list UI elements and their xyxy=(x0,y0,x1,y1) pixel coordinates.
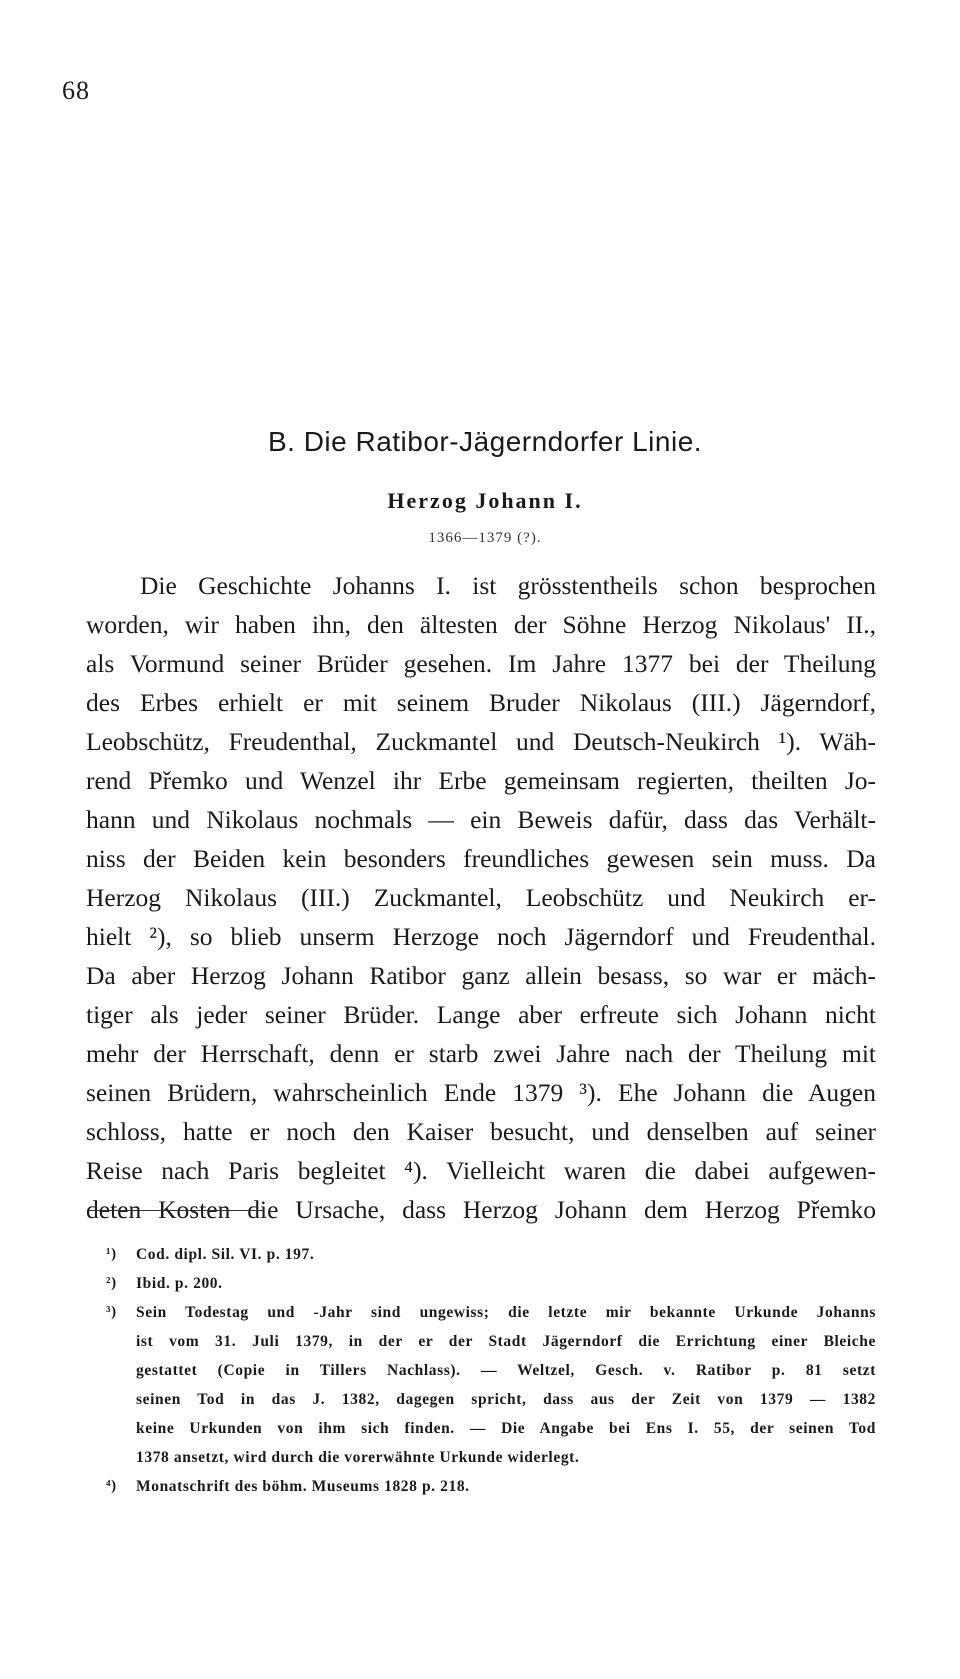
body-line: worden, wir haben ihn, den ältesten der Söhne Herzog Nikolaus' II., xyxy=(86,610,876,639)
footnote-line: Cod. dipl. Sil. VI. p. 197. xyxy=(136,1246,315,1263)
body-line: schloss, hatte er noch den Kaiser besucht, und denselben auf seiner xyxy=(86,1117,876,1146)
body-line: Leobschütz, Freudenthal, Zuckmantel und Deutsch-Neukirch ¹). Wäh- xyxy=(86,727,876,756)
footnote-3 xyxy=(106,1298,876,1472)
body-line: seinen Brüdern, wahrscheinlich Ende 1379 ³). Ehe Johann die Augen xyxy=(86,1078,876,1107)
body-line: tiger als jeder seiner Brüder. Lange aber erfreute sich Johann nicht xyxy=(86,1000,876,1029)
body-line: Herzog Nikolaus (III.) Zuckmantel, Leobschütz und Neukirch er- xyxy=(86,883,876,912)
footnote-line: ist vom 31. Juli 1379, in der er der Stadt Jägerndorf die Errichtung einer Bleiche xyxy=(136,1333,876,1350)
footnote-1 xyxy=(106,1240,876,1269)
footnote-text xyxy=(106,1298,876,1472)
footnote-marker: ³) xyxy=(106,1304,117,1320)
footnote-text xyxy=(106,1472,876,1501)
footnote-line: Sein Todestag und -Jahr sind ungewiss; die letzte mir bekannte Urkunde Johanns xyxy=(136,1304,876,1321)
footnote-4 xyxy=(106,1472,876,1501)
footnote-text xyxy=(106,1240,876,1269)
body-line: des Erbes erhielt er mit seinem Bruder Nikolaus (III.) Jägerndorf, xyxy=(86,688,876,717)
ruler-name-heading: Herzog Johann I. xyxy=(387,488,583,513)
body-line: niss der Beiden kein besonders freundliches gewesen sein muss. Da xyxy=(86,844,876,873)
footnote-line: Ibid. p. 200. xyxy=(136,1275,223,1292)
body-line: Reise nach Paris begleitet ⁴). Vielleicht waren die dabei aufgewen- xyxy=(86,1156,876,1185)
footnote-line: Monatschrift des böhm. Museums 1828 p. 218. xyxy=(136,1478,470,1495)
section-heading: B. Die Ratibor-Jägerndorfer Linie. xyxy=(267,426,703,457)
body-line: hielt ²), so blieb unserm Herzoge noch Jägerndorf und Freudenthal. xyxy=(86,922,876,951)
body-line: Die Geschichte Johanns I. ist grösstentheils schon besprochen xyxy=(140,571,876,600)
footnote-line: seinen Tod in das J. 1382, dagegen spricht, dass aus der Zeit von 1379 — 1382 xyxy=(136,1391,876,1408)
body-paragraph xyxy=(86,566,876,1229)
footnote-line: 1378 ansetzt, wird durch die vorerwähnte Urkunde widerlegt. xyxy=(136,1449,580,1466)
body-line: mehr der Herrschaft, denn er starb zwei Jahre nach der Theilung mit xyxy=(86,1039,876,1068)
body-line: als Vormund seiner Brüder gesehen. Im Jahre 1377 bei der Theilung xyxy=(86,649,876,678)
footnote-line: keine Urkunden von ihm sich finden. — Die Angabe bei Ens I. 55, der seinen Tod xyxy=(136,1420,876,1437)
body-line: deten Kosten die Ursache, dass Herzog Johann dem Herzog Přemko xyxy=(86,1195,876,1224)
footnote-marker: ¹) xyxy=(106,1246,117,1262)
body-line: Da aber Herzog Johann Ratibor ganz allein besass, so war er mäch- xyxy=(86,961,876,990)
footnotes xyxy=(106,1240,876,1501)
body-line: hann und Nikolaus nochmals — ein Beweis dafür, dass das Verhält- xyxy=(86,805,876,834)
footnote-line: gestattet (Copie in Tillers Nachlass). — Weltzel, Gesch. v. Ratibor p. 81 setzt xyxy=(136,1362,876,1379)
footnote-text xyxy=(106,1269,876,1298)
page-number: 68 xyxy=(62,76,90,105)
footnote-2 xyxy=(106,1269,876,1298)
ruler-dates: 1366—1379 (?). xyxy=(428,530,542,546)
body-line: rend Přemko und Wenzel ihr Erbe gemeinsam regierten, theilten Jo- xyxy=(86,766,876,795)
footnote-marker: ²) xyxy=(106,1275,117,1291)
footnote-divider xyxy=(88,1210,264,1211)
footnote-marker: ⁴) xyxy=(106,1478,117,1494)
